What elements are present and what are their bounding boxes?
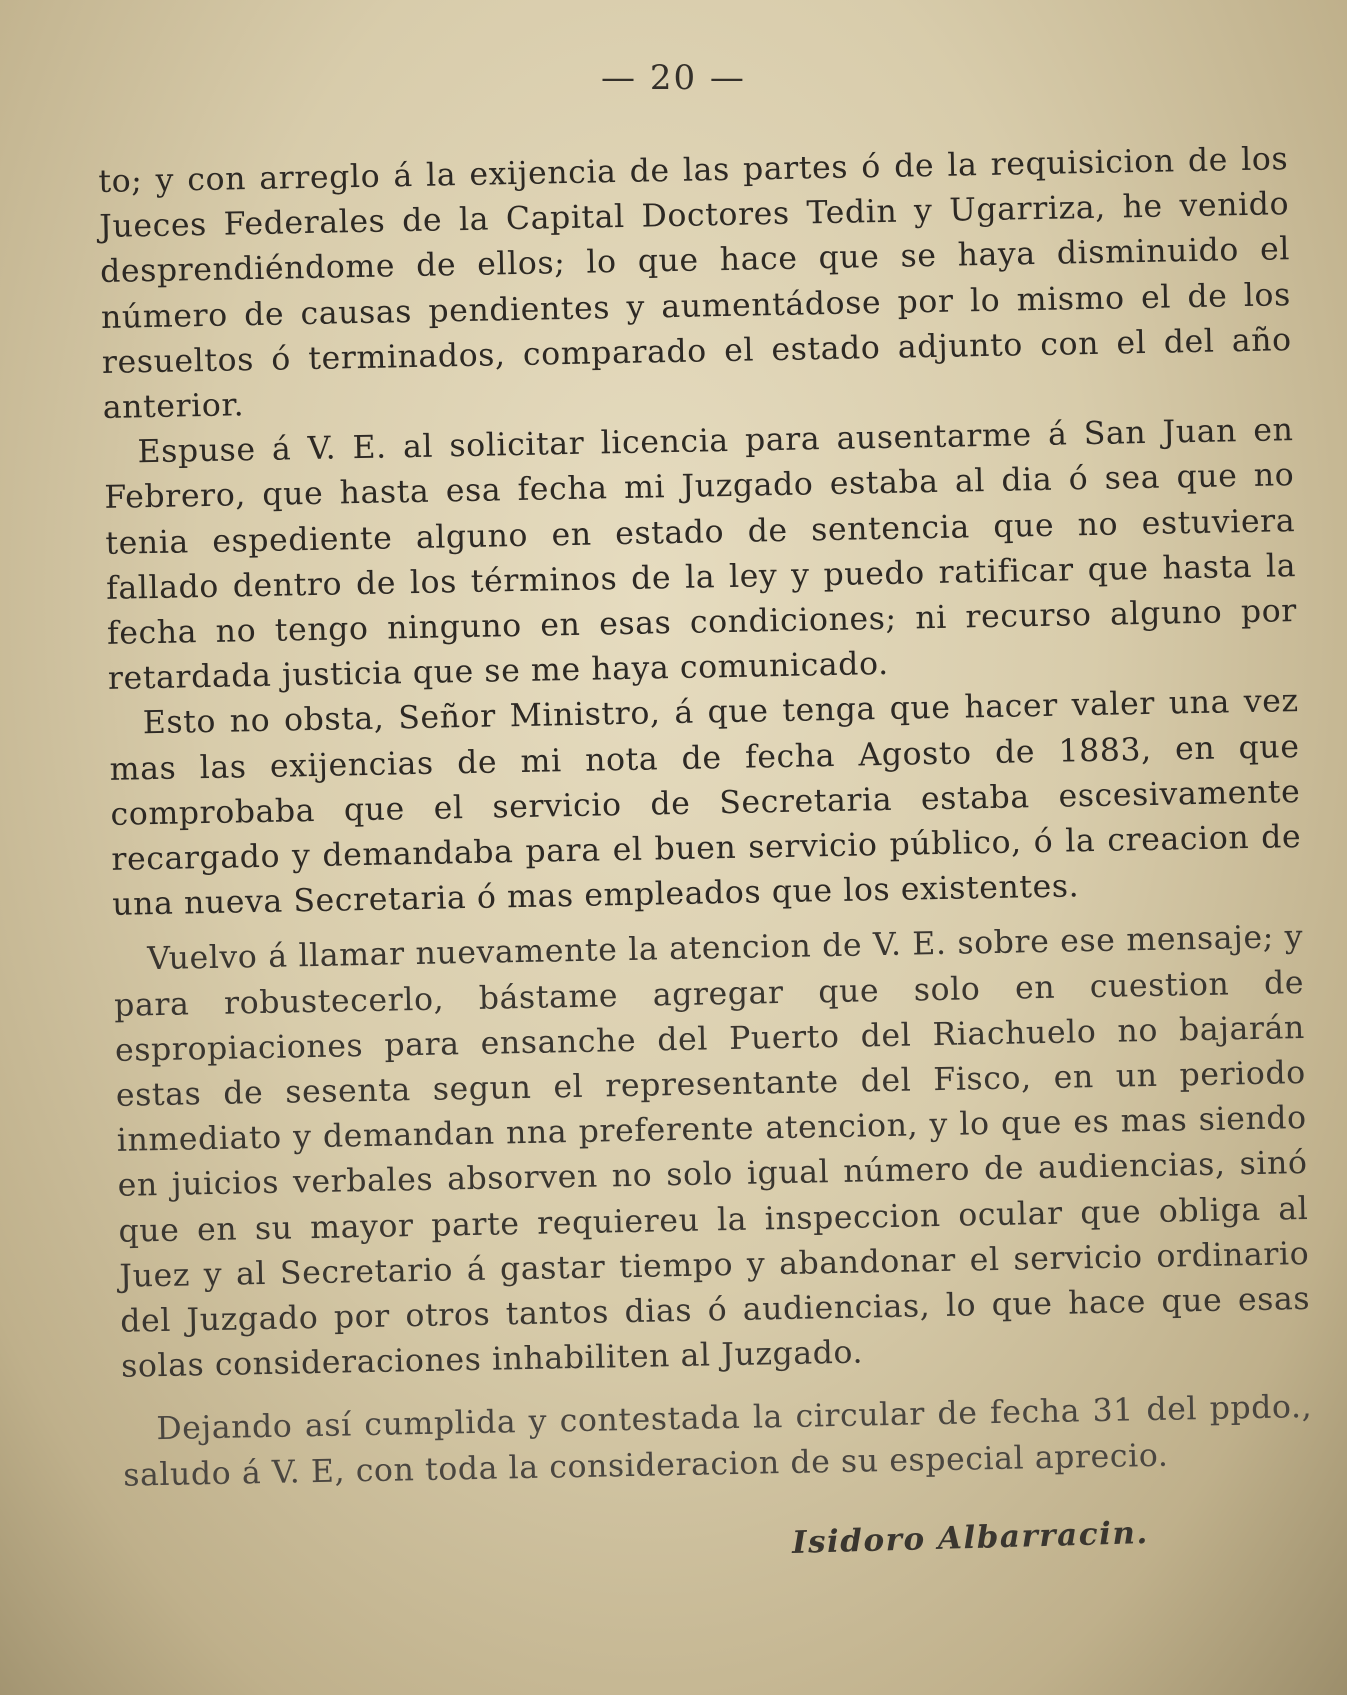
- paragraph-continuation: to; y con arreglo á la exijencia de las partes ó de la requisicion de los Jueces Federales de la Capital Doctores Tedin y Ugarriza, he venido desprendiéndome de ellos; lo que hace que se haya disminuido el número de causas pendientes y aumentádose por lo mismo el de los resueltos ó terminados, comparado el estado adjunto con el del año anterior.: [98, 141, 1293, 426]
- paragraph-riachuelo: Vuelvo á llamar nuevamente la atencion de V. E. sobre ese mensaje; y para robustecerlo, bástame agregar que solo en cuestion de espropiaciones para ensanche del Puerto del Riachuelo no bajarán estas de sesenta segun el representante del Fisco, en un periodo inmediato y demandan nna preferente atencion, y lo que es mas siendo en juicios verbales absorven no solo igual número de audiencias, sinó que en su mayor parte requiereu la inspeccion ocular que obliga al Juez y al Secretario á gastar tiempo y abandonar el servicio ordinario del Juzgado por otros tantos dias ó audiencias, lo que hace que esas solas consideraciones inhabiliten al Juzgado.: [113, 919, 1311, 1386]
- letter-body: [98, 137, 1313, 1498]
- signature: Isidoro Albarracin.: [791, 1515, 1150, 1561]
- paragraph-secretaria: Esto no obsta, Señor Ministro, á que tenga que hacer valer una vez mas las exijencias de mi nota de fecha Agosto de 1883, en que comprobaba que el servicio de Secretaria estaba escesivamente recargado y demandaba para el buen servicio público, ó la creacion de una nueva Secretaria ó mas empleados que los existentes.: [109, 683, 1302, 924]
- paragraph-licencia: Espuse á V. E. al solicitar licencia para ausentarme á San Juan en Febrero, que hasta esa fecha mi Juzgado estaba al dia ó sea que no tenia espediente alguno en estado de sentencia que no estuviera fallado dentro de los términos de la ley y puedo ratificar que hasta la fecha no tengo ninguno en esas condiciones; ni recurso alguno por retardada justicia que se me haya comunicado.: [104, 412, 1298, 698]
- page-number: — 20 —: [601, 58, 746, 98]
- paragraph-closing: Dejando así cumplida y contestada la circular de fecha 31 del ppdo., saludo á V. E, con toda la consideracion de su especial aprecio.: [122, 1389, 1313, 1494]
